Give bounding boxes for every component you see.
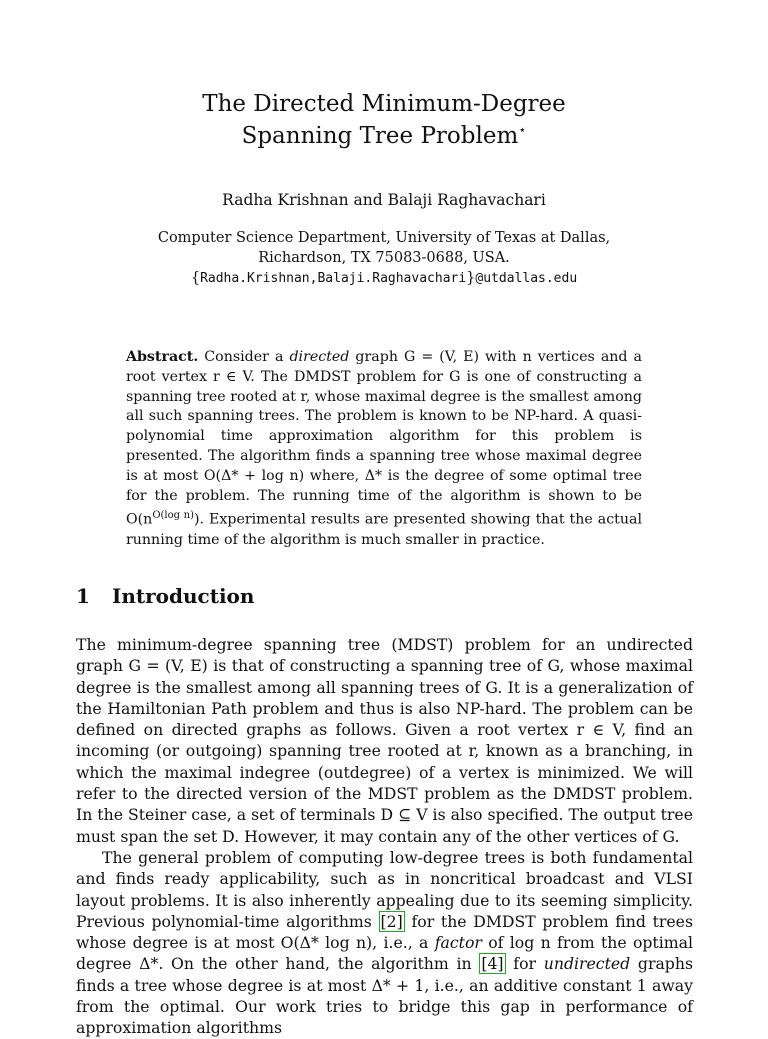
intro-p2-text-e: graphs finds a tree whose degree is at most Δ* + 1, i.e., an additive constant 1 away from the optimal. Our work tries to bridge this gap in performance of approximation algorithms <box>76 954 694 1038</box>
intro-paragraph-1: The minimum-degree spanning tree (MDST) problem for an undirected graph G = (V, E) is that of constructing a spanning tree of G, whose maximal degree is the smallest among all spanning trees of G. It is a generalization of the Hamiltonian Path problem and thus is also NP-hard. The problem can be defined on directed graphs as follows. Given a root vertex r ∈ V, find an incoming (or outgoing) spanning tree rooted at r, known as a branching, in which the maximal indegree (outdegree) of a vertex is minimized. We will refer to the directed version of the MDST problem as the DMDST problem. In the Steiner case, a set of terminals D ⊆ V is also specified. The output tree must span the set D. However, it may contain any of the other vertices of G. <box>76 635 693 846</box>
section-number: 1 <box>76 584 90 608</box>
author-emails <box>0 268 768 289</box>
author-list: Radha Krishnan and Balaji Raghavachari <box>222 191 546 209</box>
abstract <box>126 348 642 551</box>
introduction-body <box>76 634 693 1039</box>
title-line-1: The Directed Minimum-Degree <box>202 91 566 117</box>
intro-paragraph-2 <box>76 847 693 1039</box>
affiliation <box>0 228 768 289</box>
section-title: Introduction <box>112 584 255 608</box>
intro-p2-text-a: The general problem of computing low-degree trees is both fundamental and finds ready applicability, such as in noncritical broadcast and VLSI layout problems. It is also inherently appealing due to its seeming simplicity. Previous polynomial-time algorithms <box>76 847 693 931</box>
affiliation-line-1: Computer Science Department, University of Texas at Dallas, <box>157 230 611 246</box>
section-heading-introduction <box>76 583 254 609</box>
citation-link-4[interactable]: [4] <box>481 954 504 974</box>
title-line-2 <box>0 120 768 152</box>
email-domain: @utdallas.edu <box>475 271 578 286</box>
citation-link-2[interactable]: [2] <box>380 911 403 931</box>
intro-emphasis-factor: factor <box>434 933 482 953</box>
intro-emphasis-undirected: undirected <box>543 954 631 974</box>
abstract-text-2: graph G = (V, E) with n vertices and a root vertex r ∈ V. The DMDST problem for G is one of constructing a spanning tree rooted at r, whose maximal degree is the smallest among all such spanning trees. The problem is known to be NP-hard. A quasi-polynomial time approximation algorithm for this problem is presented. The algorithm finds a spanning tree whose maximal degree is at most O(Δ* + log n) where, Δ* is the degree of some optimal tree for the problem. The running time of the algorithm is shown to be O(n <box>126 349 642 529</box>
abstract-text-1: Consider a <box>198 349 290 365</box>
intro-p2-text-c: of log n from the optimal degree Δ*. On the other hand, the algorithm in <box>76 933 693 974</box>
title-line-2-text: Spanning Tree Problem <box>241 123 519 149</box>
abstract-text-3: ). Experimental results are presented showing that the actual running time of the algorithm is much smaller in practice. <box>126 512 642 548</box>
paper-title <box>0 88 768 152</box>
email-brace-open: { <box>190 270 201 286</box>
abstract-label: Abstract. <box>126 349 199 365</box>
abstract-emphasis-directed: directed <box>289 349 350 365</box>
abstract-exponent: O(log n) <box>152 510 195 522</box>
affiliation-line-2: Richardson, TX 75083-0688, USA. <box>258 250 510 266</box>
email-names: Radha.Krishnan,Balaji.Raghavachari <box>200 271 467 286</box>
intro-p2-text-b: for the DMDST problem find trees whose degree is at most O(Δ* log n), i.e., a <box>76 911 693 953</box>
email-brace-close: } <box>466 270 476 286</box>
title-footnote-mark: ⋆ <box>518 123 527 138</box>
intro-p2-text-d: for <box>505 954 544 974</box>
